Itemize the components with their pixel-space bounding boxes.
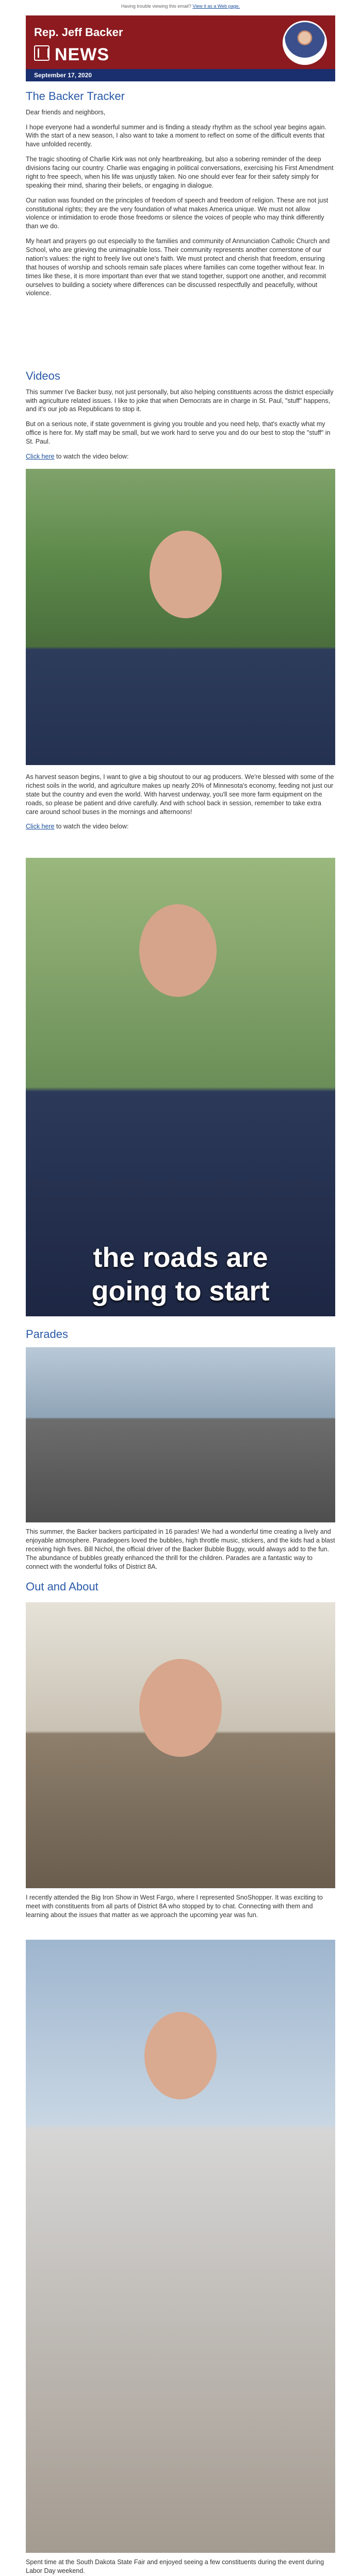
preheader [0,3,361,9]
videos-section-2 [26,773,335,837]
newsletter-header [26,15,335,81]
tracker-paragraph-2: The tragic shooting of Charlie Kirk was not only heartbreaking, but also a sobering reminder of the deep divisions facing our country. Charlie was engaging in political conversations, exercising his First Amendment right to free speech, when his life was unjustly taken. No one should ever fear for their safety simply for speaking their mind, sharing their beliefs, or engaging in dialogue. [26,156,334,189]
date-bar [26,69,335,81]
tracker-section [26,89,335,304]
videos-title: Videos [26,369,60,382]
video-2-link-rest: to watch the video below: [54,823,129,831]
parade-photo [26,1347,335,1522]
videos-section [26,368,335,467]
tracker-paragraph-4: My heart and prayers go out especially to the families and community of Annunciation Catholic Church and School, who are grieving the unimaginable loss. Their community represents another cornerstone of our nation's values: the right to freely live out one's faith. We must protect and cherish that freedom, ensuring that houses of worship and schools remain safe places where families can come together without fear. In times like these, it is more important than ever that we stand together, support one another, and recommit ourselves to building a society where differences can be discussed respectfully and peacefully, without violence. [26,238,330,297]
issue-date: September 17, 2020 [34,72,92,79]
videos-link-1-line [26,452,335,461]
parades-paragraph: This summer, the Backer backers participated in 16 parades! We had a wonderful time creating a lively and enjoyable atmosphere. Paradegoers loved the bubbles, high throttle music, stickers, and the kids had a blast receiving high fives. Bill Nichol, the official driver of the Backer Bubble Buggy, would always add to the fun. The abundance of bubbles greatly enhanced the thrill for the children. Parades are a fantastic way to connect with the wonderful folks of District 8A. [26,1528,335,1570]
tracker-paragraph-1: I hope everyone had a wonderful summer and is finding a steady rhythm as the school year begins again. With the start of a new season, I also want to take a moment to reflect on some of the difficult events that have unfolded recently. [26,123,326,148]
outabout-paragraph-2: Spent time at the South Dakota State Fair and enjoyed seeing a few constituents during the event during Labor Day weekend. [26,2558,324,2574]
video-1-link[interactable]: Click here [26,452,55,460]
parades-text [26,1528,335,1577]
big-iron-photo [26,1602,335,1888]
house-logo-icon [34,45,50,61]
tracker-paragraph-3: Our nation was founded on the principles of freedom of speech and freedom of religion. These are not just constitutional rights; they are the very foundation of what makes America unique. We must not allow violence or intimidation to erode those freedoms or silence the voices of people who may think differently than we do. [26,196,329,230]
state-fair-photo [26,1940,335,2553]
tracker-title: The Backer Tracker [26,90,125,103]
videos-paragraph-2: But on a serious note, if state government is giving you trouble and you need help, that's exactly what my office is here for. My staff may be small, but we work hard to serve you and do our best to stop the "stuff" in St. Paul. [26,420,331,446]
video-1-link-rest: to watch the video below: [54,452,129,460]
outabout-paragraph-1: I recently attended the Big Iron Show in West Fargo, where I represented SnoShopper. It was exciting to meet with constituents from all parts of District 8A who stopped by to chat. Connecting with them and learning about the issues that matter as we approach the upcoming year was fun. [26,1894,323,1919]
videos-paragraph-1: This summer I've Backer busy, not just personally, but also helping constituents across the district especially with agriculture related issues. I like to joke that when Democrats are in charge in St. Paul, "stuff" happens, and it's our job as Republicans to stop it. [26,388,334,413]
outabout-section [26,1579,335,1599]
preheader-text: Having trouble viewing this email? [121,4,191,9]
view-as-web-link[interactable]: View it as a Web page. [192,4,240,9]
outabout-title: Out and About [26,1580,99,1593]
video-2-link[interactable]: Click here [26,823,55,831]
news-label: NEWS [55,45,109,64]
tracker-greeting: Dear friends and neighbors, [26,108,106,116]
newsletter-title: Rep. Jeff Backer [34,26,123,39]
video-2-thumbnail[interactable] [26,858,335,1316]
video-1-thumbnail[interactable] [26,469,335,765]
outabout-text-2 [26,2558,335,2576]
videos-link-2-line [26,822,335,831]
video-2-caption-line-2: going to start [91,1276,270,1307]
representative-portrait [283,21,327,65]
parades-section [26,1327,335,1346]
video-2-caption-line-1: the roads are [93,1242,268,1273]
outabout-text-1 [26,1893,335,1926]
parades-title: Parades [26,1328,68,1341]
videos-paragraph-3: As harvest season begins, I want to give a big shoutout to our ag producers. We're blessed with some of the richest soils in the world, and agriculture makes up nearly 20% of Minnesota's economy, feeding not just our state but the country and even the world. With harvest underway, you'll see more farm equipment on the roads, so please be patient and drive carefully. And with school back in session, remember to take extra care around school buses in the mornings and afternoons! [26,773,334,816]
